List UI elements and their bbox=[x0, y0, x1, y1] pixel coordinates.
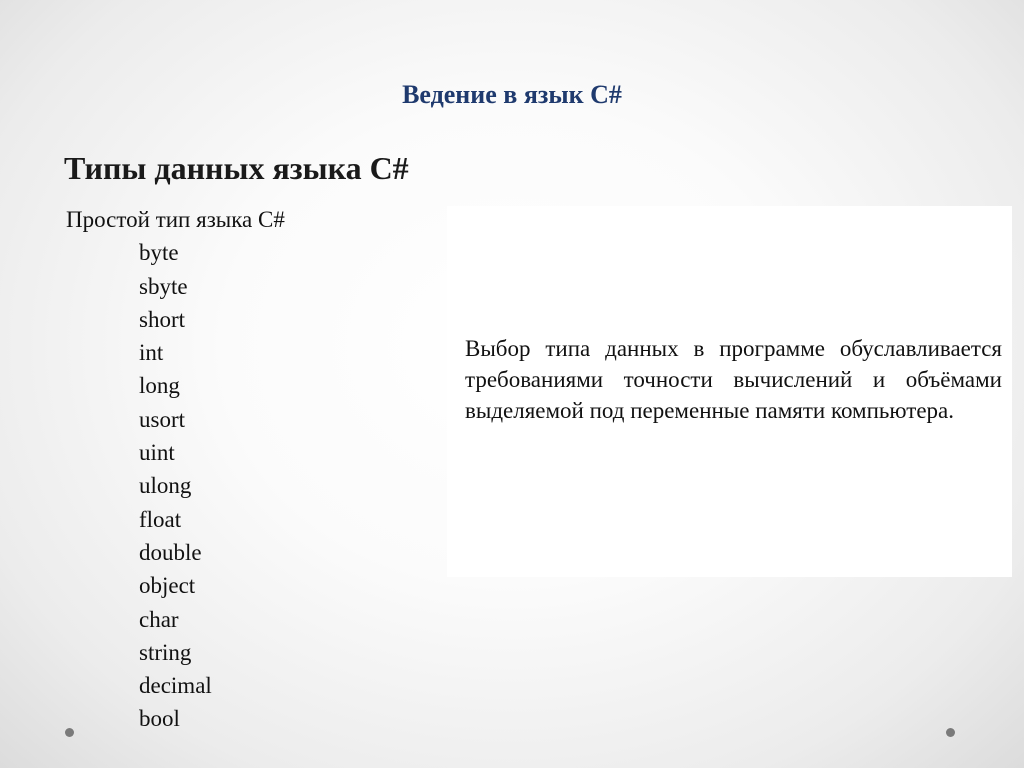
types-list-section bbox=[66, 203, 386, 736]
type-item-byte: byte bbox=[139, 240, 179, 266]
type-item-bool: bool bbox=[139, 706, 180, 732]
type-item-ulong: ulong bbox=[139, 473, 192, 499]
types-list bbox=[66, 236, 386, 735]
type-item-usort: usort bbox=[139, 406, 185, 432]
note-box bbox=[447, 206, 1012, 577]
note-text: Выбор типа данных в программе обуславливается требованиями точности вычислений и объёмами выделяемой под переменные памяти компьютера. bbox=[465, 336, 1002, 423]
type-item-decimal: decimal bbox=[139, 673, 212, 699]
type-item-object: object bbox=[139, 573, 196, 599]
type-item-uint: uint bbox=[139, 440, 175, 466]
type-item-string: string bbox=[139, 639, 192, 665]
type-item-int: int bbox=[139, 340, 164, 366]
type-item-sbyte: sbyte bbox=[139, 273, 188, 299]
type-item-double: double bbox=[139, 539, 202, 565]
type-item-short: short bbox=[139, 306, 185, 332]
type-item-float: float bbox=[139, 506, 182, 532]
type-item-char: char bbox=[139, 606, 179, 632]
decorative-dot-right bbox=[946, 728, 955, 737]
decorative-dot-left bbox=[65, 728, 74, 737]
presentation-title: Ведение в язык C# bbox=[402, 80, 622, 109]
types-list-title: Простой тип языка C# bbox=[66, 207, 285, 232]
slide-heading: Типы данных языка C# bbox=[64, 150, 409, 186]
type-item-long: long bbox=[139, 373, 180, 399]
